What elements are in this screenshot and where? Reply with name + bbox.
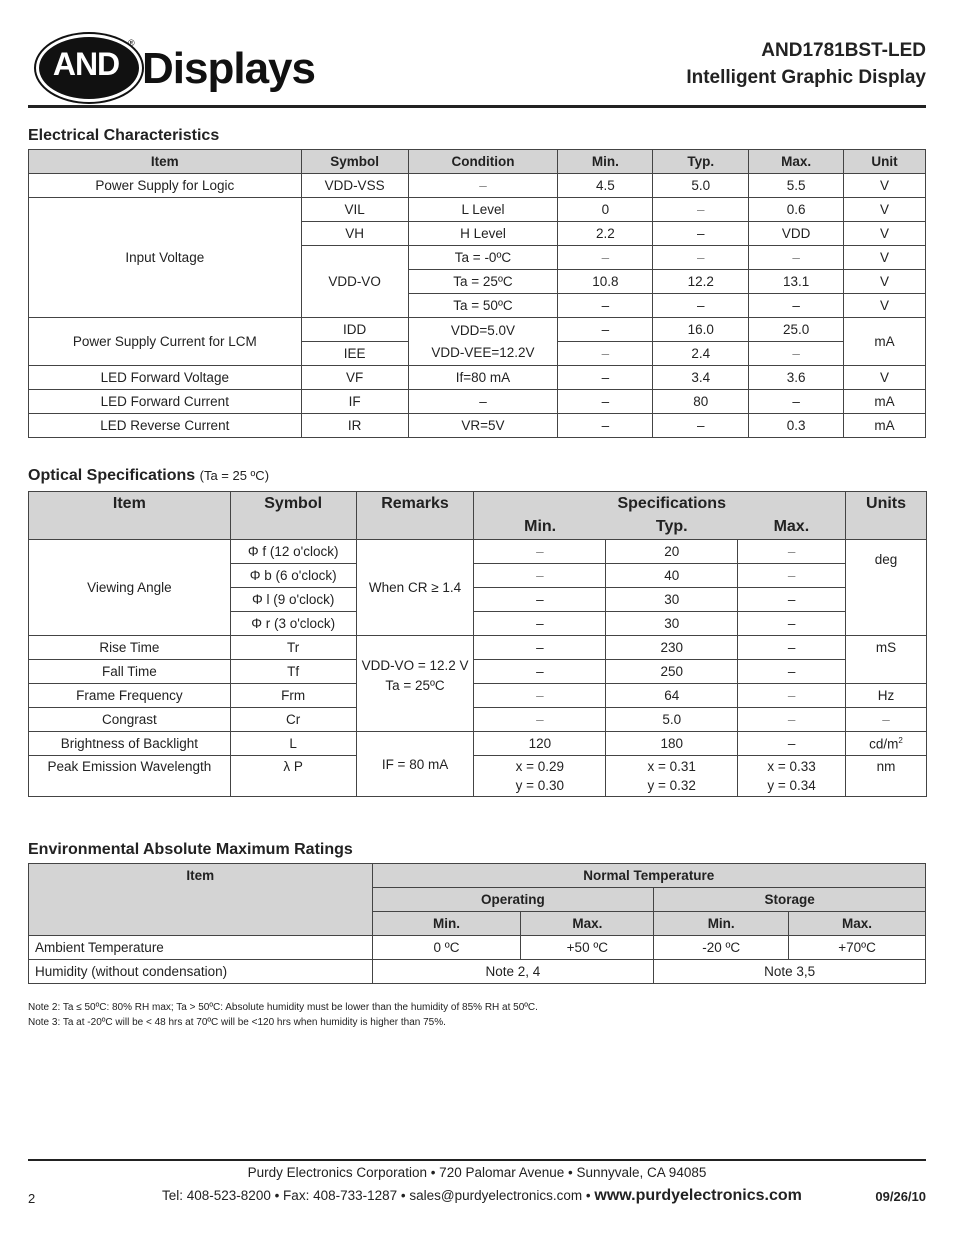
header-cell: Units <box>846 492 927 540</box>
cell: 10.8 <box>558 270 653 294</box>
header-cell: Symbol <box>230 492 356 540</box>
table-row <box>29 732 927 756</box>
optical-section-title <box>28 467 269 485</box>
table-row <box>29 636 927 660</box>
cell: – <box>846 708 927 732</box>
electrical-section-title: Electrical Characteristics <box>28 127 220 144</box>
logo-and-text: AND <box>52 46 120 82</box>
cell: mA <box>844 390 926 414</box>
cell: – <box>474 564 606 588</box>
cell: 5.5 <box>749 174 844 198</box>
cell: 64 <box>606 684 738 708</box>
table-header-row <box>29 150 926 174</box>
table-row <box>29 660 927 684</box>
cell: – <box>749 294 844 318</box>
cell: 5.0 <box>606 708 738 732</box>
cell <box>846 732 927 756</box>
cell: Input Voltage <box>29 198 302 318</box>
cell: λ P <box>230 756 356 797</box>
cell: – <box>558 366 653 390</box>
header-cell: Operating <box>372 888 654 912</box>
cell: 4.5 <box>558 174 653 198</box>
cell: Frame Frequency <box>29 684 231 708</box>
cell: – <box>738 684 846 708</box>
header-cell: Item <box>29 150 302 174</box>
cell: – <box>558 318 653 342</box>
cell: – <box>408 390 558 414</box>
cell: – <box>738 540 846 564</box>
cell: – <box>738 612 846 636</box>
cell: – <box>474 660 606 684</box>
logo-displays-text: Displays <box>142 44 315 93</box>
cell: 230 <box>606 636 738 660</box>
cell: V <box>844 222 926 246</box>
cell: Congrast <box>29 708 231 732</box>
cell: Φ b (6 o'clock) <box>230 564 356 588</box>
cell-line: x = 0.29 <box>515 759 565 774</box>
cell: 3.6 <box>749 366 844 390</box>
cell: – <box>653 246 749 270</box>
cell <box>356 636 474 732</box>
cell: 13.1 <box>749 270 844 294</box>
cell: Φ r (3 o'clock) <box>230 612 356 636</box>
cell: V <box>844 366 926 390</box>
cell: mA <box>844 414 926 438</box>
cell: LED Forward Current <box>29 390 302 414</box>
logo-registered-mark: ® <box>128 38 135 48</box>
cell: – <box>558 390 653 414</box>
cell: – <box>474 588 606 612</box>
cell: – <box>738 636 846 660</box>
cell: Brightness of Backlight <box>29 732 231 756</box>
cell: VIL <box>301 198 408 222</box>
cell: V <box>844 294 926 318</box>
cell: V <box>844 246 926 270</box>
header-cell: Condition <box>408 150 558 174</box>
cell: – <box>749 342 844 366</box>
cell: – <box>558 414 653 438</box>
cell: 0.3 <box>749 414 844 438</box>
header-cell: Remarks <box>356 492 474 540</box>
cell: – <box>474 540 606 564</box>
footer-divider <box>28 1159 926 1161</box>
table-row <box>29 414 926 438</box>
cell: 2.2 <box>558 222 653 246</box>
cell: V <box>844 198 926 222</box>
header-divider <box>28 105 926 108</box>
header-cell: Min. <box>558 150 653 174</box>
cell: V <box>844 174 926 198</box>
cell: L <box>230 732 356 756</box>
cell-line: VDD-VO = 12.2 V <box>361 658 469 673</box>
cell: Tf <box>230 660 356 684</box>
cell: – <box>558 246 653 270</box>
table-row <box>29 174 926 198</box>
cell-line: x = 0.33 <box>767 759 816 774</box>
page-number: 2 <box>28 1191 36 1206</box>
cell: – <box>738 732 846 756</box>
cell: 250 <box>606 660 738 684</box>
table-header-row <box>29 864 926 888</box>
footer-contact <box>162 1187 802 1205</box>
cell: deg <box>846 540 927 636</box>
header-cell: Specifications <box>606 492 738 516</box>
table-row <box>29 318 926 342</box>
cell: Φ l (9 o'clock) <box>230 588 356 612</box>
cell: Φ f (12 o'clock) <box>230 540 356 564</box>
cell: VDD-VSS <box>301 174 408 198</box>
cell <box>606 756 738 797</box>
cell: – <box>738 660 846 684</box>
cell: – <box>653 198 749 222</box>
header-cell: Item <box>29 864 373 936</box>
cell <box>408 318 558 366</box>
cell-line: y = 0.34 <box>767 778 816 793</box>
electrical-table <box>28 149 926 438</box>
header-cell <box>738 492 846 516</box>
cell: 2.4 <box>653 342 749 366</box>
cell: – <box>738 588 846 612</box>
header-cell: Min. <box>372 912 521 936</box>
cell: – <box>749 246 844 270</box>
header-cell: Item <box>29 492 231 540</box>
cell: Humidity (without condensation) <box>29 960 373 984</box>
header-cell: Min. <box>654 912 789 936</box>
table-row <box>29 708 927 732</box>
cell: -20 ºC <box>654 936 789 960</box>
cell: 3.4 <box>653 366 749 390</box>
table-row <box>29 684 927 708</box>
cell: Note 2, 4 <box>372 960 654 984</box>
cell: 30 <box>606 588 738 612</box>
cell: IEE <box>301 342 408 366</box>
header-cell: Unit <box>844 150 926 174</box>
cell: LED Reverse Current <box>29 414 302 438</box>
table-row <box>29 936 926 960</box>
header-cell: Max. <box>521 912 654 936</box>
header-cell: Typ. <box>653 150 749 174</box>
cell: +50 ºC <box>521 936 654 960</box>
cell: Power Supply for Logic <box>29 174 302 198</box>
optical-title-condition: (Ta = 25 ºC) <box>199 468 270 483</box>
cell: – <box>474 612 606 636</box>
cell: Power Supply Current for LCM <box>29 318 302 366</box>
cell: – <box>474 708 606 732</box>
document-code: AND1781BST-LED <box>761 40 926 61</box>
cell: Ta = -0ºC <box>408 246 558 270</box>
cell: Note 3,5 <box>654 960 926 984</box>
table-header-row <box>29 492 927 516</box>
note-line: Note 3: Ta at -20ºC will be < 48 hrs at 70ºC will be <120 hrs when humidity is higher than 75%. <box>28 1017 446 1028</box>
cell: 16.0 <box>653 318 749 342</box>
cell: If=80 mA <box>408 366 558 390</box>
cell: V <box>844 270 926 294</box>
header-cell: Max. <box>738 516 846 540</box>
cell: mS <box>846 636 927 684</box>
cell: LED Forward Voltage <box>29 366 302 390</box>
cell: nm <box>846 756 927 797</box>
cell: Fall Time <box>29 660 231 684</box>
cell: IDD <box>301 318 408 342</box>
cell: VDD <box>749 222 844 246</box>
cell: – <box>738 708 846 732</box>
table-row <box>29 960 926 984</box>
cell: 12.2 <box>653 270 749 294</box>
cell: 40 <box>606 564 738 588</box>
cell: IF <box>301 390 408 414</box>
cell-line: x = 0.31 <box>647 759 696 774</box>
cell: Rise Time <box>29 636 231 660</box>
cell: 0.6 <box>749 198 844 222</box>
optical-table <box>28 491 927 797</box>
optical-title-text: Optical Specifications <box>28 467 196 484</box>
header-cell: Symbol <box>301 150 408 174</box>
header-cell: Min. <box>474 516 606 540</box>
cell-line: y = 0.32 <box>647 778 696 793</box>
cell: – <box>653 222 749 246</box>
cell: VH <box>301 222 408 246</box>
cell: 5.0 <box>653 174 749 198</box>
cell: – <box>738 564 846 588</box>
cell: +70ºC <box>789 936 926 960</box>
table-row <box>29 366 926 390</box>
table-row <box>29 198 926 222</box>
cell <box>474 756 606 797</box>
footer-company: Purdy Electronics Corporation • 720 Palomar Avenue • Sunnyvale, CA 94085 <box>247 1165 707 1180</box>
header-cell <box>474 492 606 516</box>
header-cell: Normal Temperature <box>372 864 925 888</box>
table-row <box>29 756 927 797</box>
notes <box>28 1000 538 1030</box>
cell: Tr <box>230 636 356 660</box>
unit-text: cd/m <box>869 736 899 752</box>
cell: Viewing Angle <box>29 540 231 636</box>
cell-line: y = 0.30 <box>515 778 565 793</box>
cell: – <box>749 390 844 414</box>
cell: Cr <box>230 708 356 732</box>
cell: VR=5V <box>408 414 558 438</box>
cell: 180 <box>606 732 738 756</box>
cell: Ta = 25ºC <box>408 270 558 294</box>
cell: – <box>558 294 653 318</box>
cell: 120 <box>474 732 606 756</box>
cell: 0 <box>558 198 653 222</box>
environmental-section-title: Environmental Absolute Maximum Ratings <box>28 841 353 858</box>
document-title: Intelligent Graphic Display <box>686 67 926 88</box>
cell: – <box>653 414 749 438</box>
cell: VF <box>301 366 408 390</box>
cell: IR <box>301 414 408 438</box>
header-cell: Storage <box>654 888 926 912</box>
header-cell: Max. <box>789 912 926 936</box>
cell: Ambient Temperature <box>29 936 373 960</box>
cell: 20 <box>606 540 738 564</box>
cell: Hz <box>846 684 927 708</box>
footer-website-link[interactable]: www.purdyelectronics.com <box>594 1187 802 1204</box>
cell: Peak Emission Wavelength <box>29 756 231 797</box>
cell-line: VDD-VEE=12.2V <box>431 344 535 360</box>
cell: – <box>653 294 749 318</box>
cell: – <box>474 636 606 660</box>
header-cell: Max. <box>749 150 844 174</box>
cell: Frm <box>230 684 356 708</box>
cell: 0 ºC <box>372 936 521 960</box>
footer-contact-text: Tel: 408-523-8200 • Fax: 408-733-1287 • sales@purdyelectronics.com • <box>162 1188 591 1203</box>
cell: mA <box>844 318 926 366</box>
cell: – <box>558 342 653 366</box>
document-date: 09/26/10 <box>875 1189 926 1204</box>
cell: VDD-VO <box>301 246 408 318</box>
cell: When CR ≥ 1.4 <box>356 540 474 636</box>
cell: 30 <box>606 612 738 636</box>
cell-line: Ta = 25ºC <box>385 678 445 693</box>
cell: H Level <box>408 222 558 246</box>
cell-line: VDD=5.0V <box>450 322 516 338</box>
cell: Ta = 50ºC <box>408 294 558 318</box>
cell: 25.0 <box>749 318 844 342</box>
header-cell: Typ. <box>606 516 738 540</box>
cell: IF = 80 mA <box>356 732 474 797</box>
table-row <box>29 390 926 414</box>
cell: 80 <box>653 390 749 414</box>
cell: L Level <box>408 198 558 222</box>
cell: – <box>408 174 558 198</box>
unit-superscript: 2 <box>898 735 903 745</box>
table-row <box>29 540 927 564</box>
note-line: Note 2: Ta ≤ 50ºC: 80% RH max; Ta > 50ºC: Absolute humidity must be lower than the humidity of 85% RH at 50ºC. <box>28 1002 538 1013</box>
cell: – <box>474 684 606 708</box>
environmental-table <box>28 863 926 984</box>
cell <box>738 756 846 797</box>
